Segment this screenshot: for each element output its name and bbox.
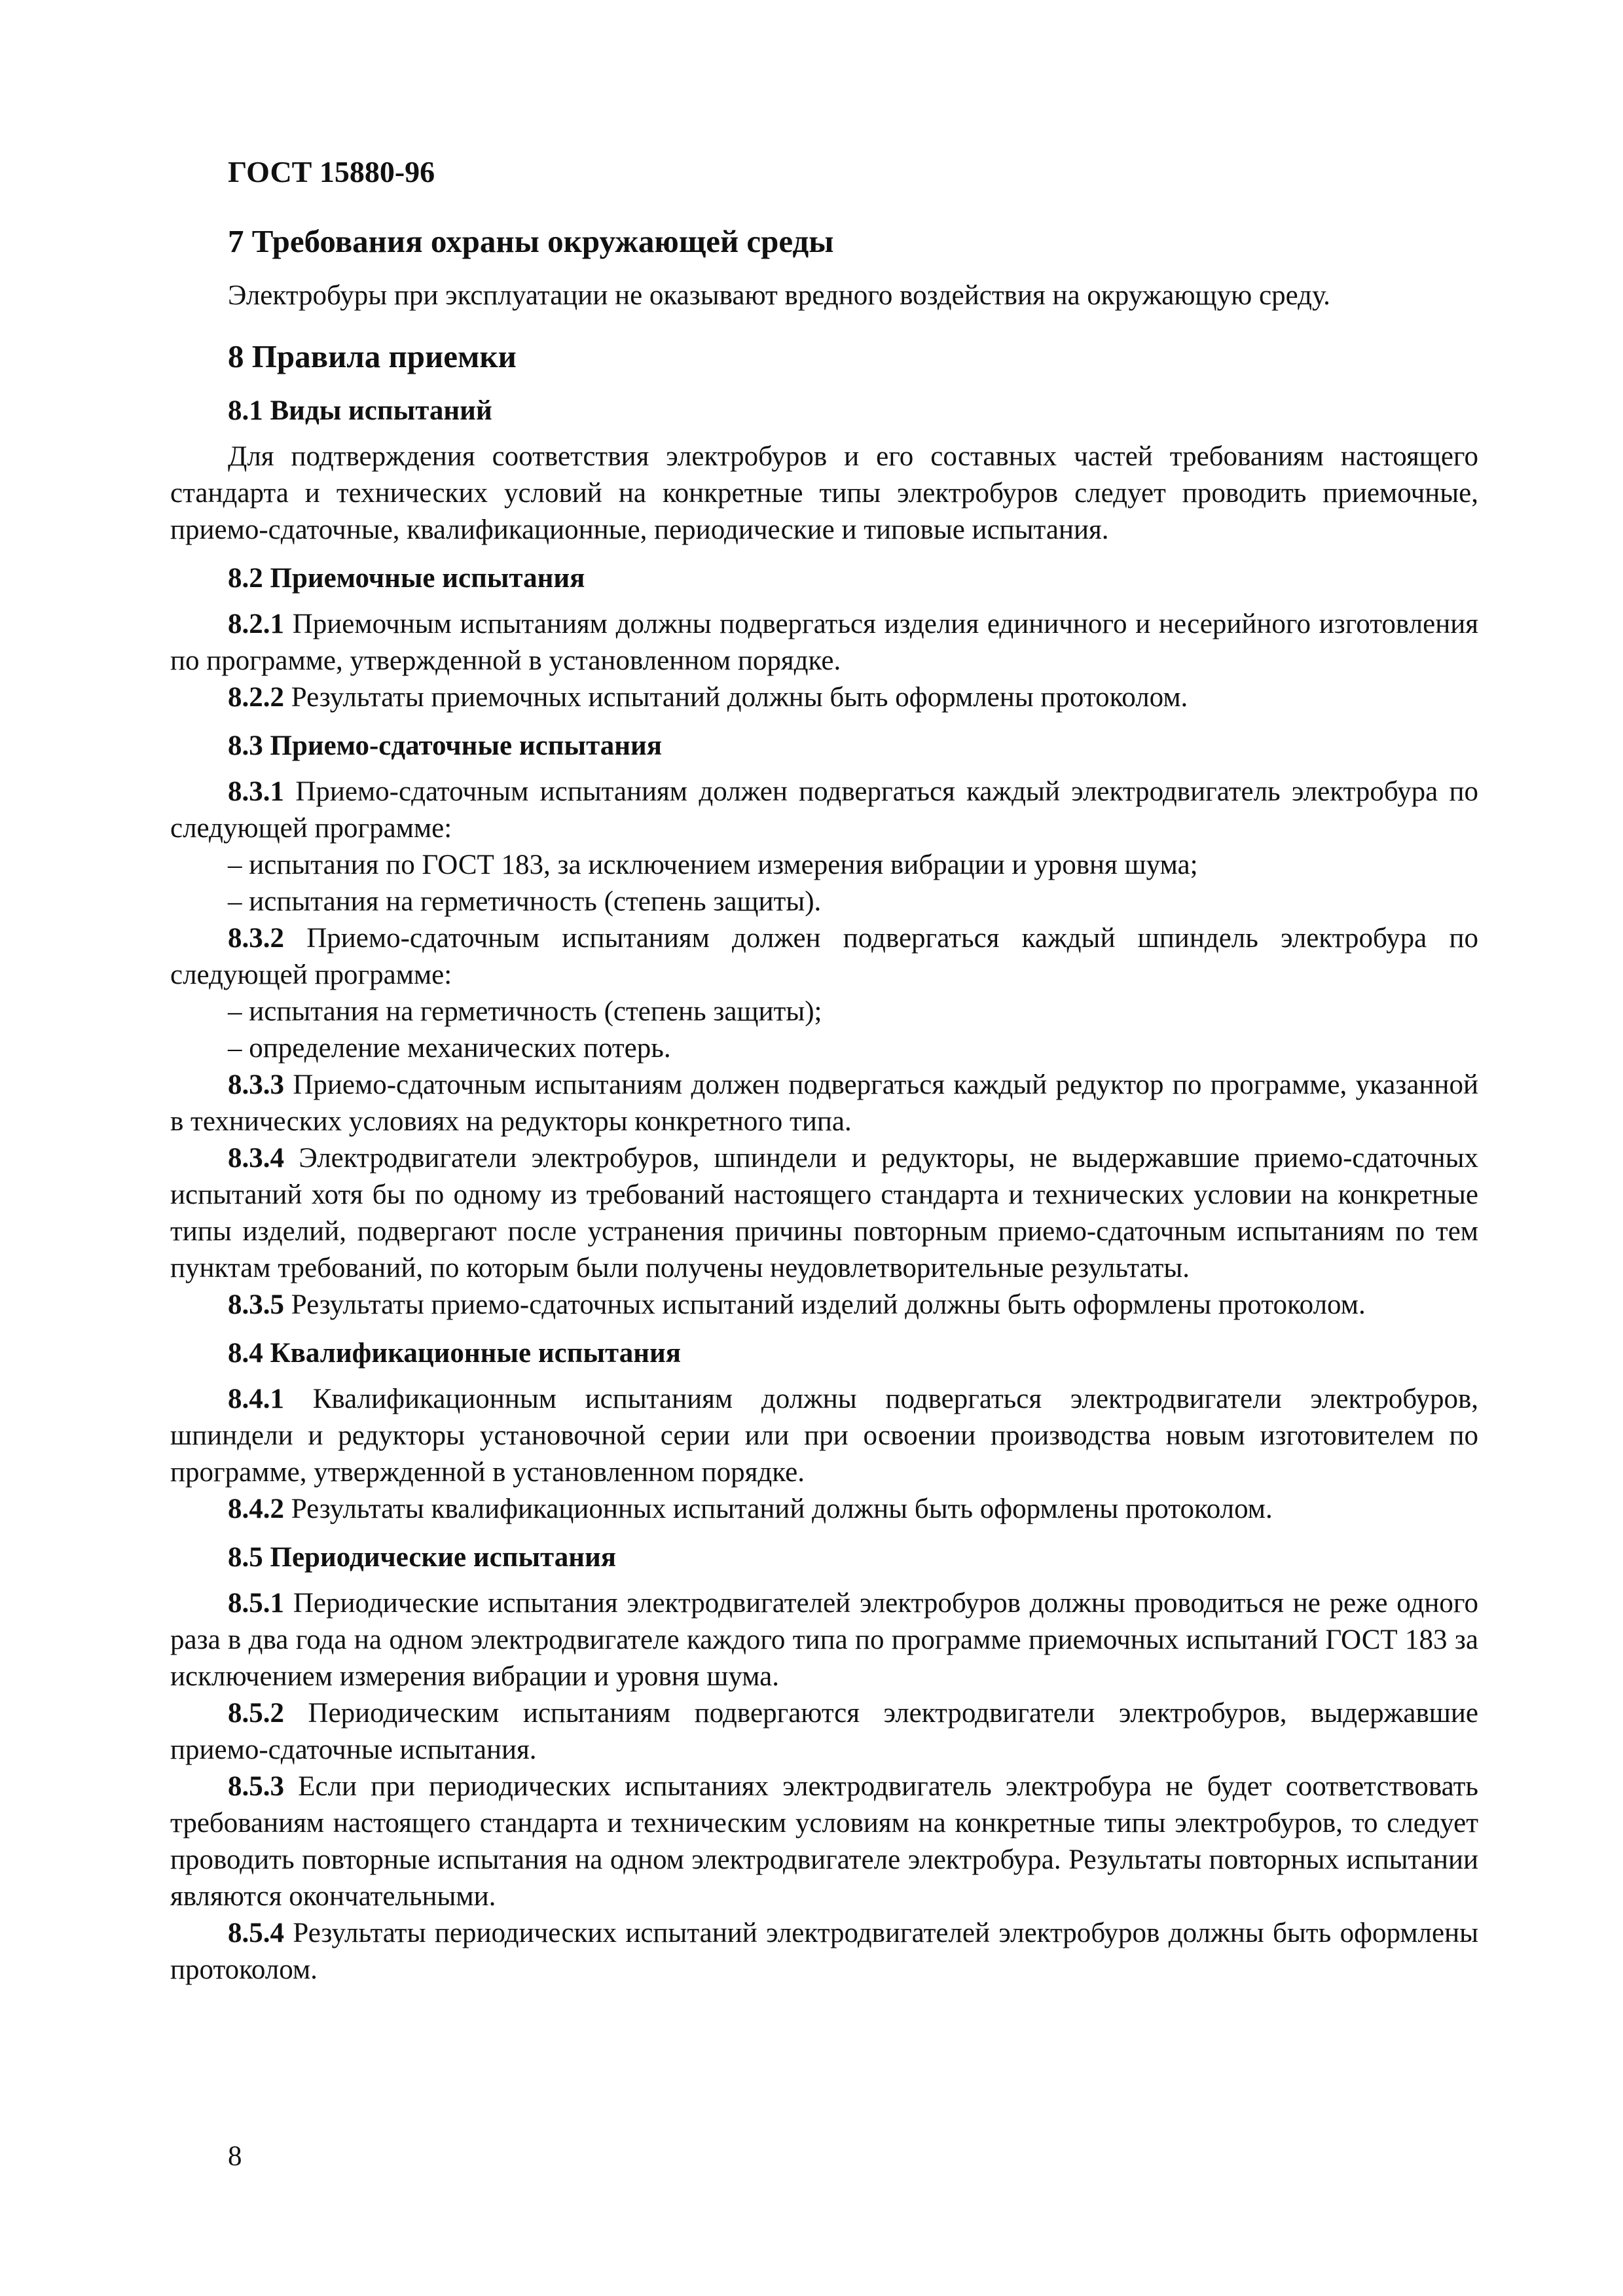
paragraph-8-2-2 — [170, 679, 1478, 716]
section-7-text: Электробуры при эксплуатации не оказывают вредного воздействия на окружающую среду. — [228, 280, 1330, 311]
paragraph-number: 8.5.4 — [228, 1918, 284, 1948]
paragraph-number: 8.3.2 — [228, 923, 284, 954]
paragraph-text: Приемо-сдаточным испытаниям должен подвергаться каждый шпиндель электробура по следующей программе: — [170, 923, 1478, 990]
paragraph-8-3-5 — [170, 1287, 1478, 1323]
paragraph-number: 8.5.3 — [228, 1771, 284, 1802]
paragraph-8-2-1 — [170, 606, 1478, 679]
paragraph-8-5-3 — [170, 1768, 1478, 1915]
paragraph-8-4-2 — [170, 1491, 1478, 1528]
document-body — [170, 221, 1478, 1988]
paragraph-text: Периодическим испытаниям подвергаются электродвигатели электробуров, выдержавшие приемо-сдаточные испытания. — [170, 1698, 1478, 1765]
paragraph-text: Приемо-сдаточным испытаниям должен подвергаться каждый электродвигатель электробура по следующей программе: — [170, 776, 1478, 844]
section-8-1-text: Для подтверждения соответствия электробуров и его составных частей требованиям настоящего стандарта и технических условий на конкретные типы электробуров следует проводить приемочные, приемо-сдаточные, квалификационные, периодические и типовые испытания. — [170, 441, 1478, 545]
paragraph-8-3-4 — [170, 1140, 1478, 1287]
section-8-1-title: 8.1 Виды испытаний — [228, 395, 492, 426]
paragraph-text: Если при периодических испытаниях электродвигатель электробура не будет соответствовать требованиям настоящего стандарта и техническим условиям на конкретные типы электробуров, то следует проводить повторные испытания на одном электродвигателе электробура. Результаты повторных испытании являются окончательными. — [170, 1771, 1478, 1912]
paragraph-number: 8.4.1 — [228, 1384, 284, 1414]
list-item: – испытания на герметичность (степень защиты). — [228, 886, 822, 917]
paragraph-number: 8.2.1 — [228, 609, 284, 639]
page-number: 8 — [228, 2141, 242, 2172]
paragraph-text: Результаты квалификационных испытаний должны быть оформлены протоколом. — [284, 1494, 1273, 1524]
paragraph-text: Результаты приемочных испытаний должны быть оформлены протоколом. — [284, 682, 1188, 713]
paragraph-text: Приемо-сдаточным испытаниям должен подвергаться каждый редуктор по программе, указанной в технических условиях на редукторы конкретного типа. — [170, 1069, 1478, 1137]
paragraph-8-4-1 — [170, 1381, 1478, 1491]
paragraph-8-3-3 — [170, 1067, 1478, 1140]
paragraph-text: Электродвигатели электробуров, шпиндели и редукторы, не выдержавшие приемо-сдаточных испытаний хотя бы по одному из требований настоящего стандарта и технических условии на конкретные типы изделий, подвергают после устранения причины повторным приемо-сдаточным испытаниям по тем пунктам требований, по которым были получены неудовлетворительные результаты. — [170, 1143, 1478, 1283]
paragraph-text: Результаты приемо-сдаточных испытаний изделий должны быть оформлены протоколом. — [284, 1289, 1366, 1320]
section-8-4-title: 8.4 Квалификационные испытания — [228, 1338, 682, 1369]
paragraph-8-3-2 — [170, 920, 1478, 994]
paragraph-number: 8.3.4 — [228, 1143, 284, 1174]
paragraph-8-5-2 — [170, 1695, 1478, 1768]
paragraph-number: 8.5.1 — [228, 1588, 284, 1619]
paragraph-number: 8.5.2 — [228, 1698, 284, 1729]
paragraph-text: Квалификационным испытаниям должны подвергаться электродвигатели электробуров, шпиндели и редукторы установочной серии или при освоении производства новым изготовителем по программе, утвержденной в установленном порядке. — [170, 1384, 1478, 1488]
paragraph-text: Приемочным испытаниям должны подвергаться изделия единичного и несерийного изготовления по программе, утвержденной в установленном порядке. — [170, 609, 1478, 676]
document-code: ГОСТ 15880-96 — [228, 155, 435, 188]
paragraph-8-5-1 — [170, 1585, 1478, 1695]
paragraph-number: 8.4.2 — [228, 1494, 284, 1524]
paragraph-number: 8.2.2 — [228, 682, 284, 713]
paragraph-number: 8.3.3 — [228, 1069, 284, 1100]
paragraph-text: Периодические испытания электродвигателей электробуров должны проводиться не реже одного раза в два года на одном электродвигателе каждого типа по программе приемочных испытаний ГОСТ 183 за исключением измерения вибрации и уровня шума. — [170, 1588, 1478, 1692]
list-item: – испытания по ГОСТ 183, за исключением измерения вибрации и уровня шума; — [228, 850, 1198, 880]
section-8-5-title: 8.5 Периодические испытания — [228, 1542, 617, 1573]
paragraph-text: Результаты периодических испытаний электродвигателей электробуров должны быть оформлены протоколом. — [170, 1918, 1478, 1985]
list-item: – испытания на герметичность (степень защиты); — [228, 996, 822, 1027]
paragraph-8-5-4 — [170, 1915, 1478, 1988]
paragraph-8-3-1 — [170, 774, 1478, 847]
paragraph-number: 8.3.5 — [228, 1289, 284, 1320]
list-item: – определение механических потерь. — [228, 1033, 671, 1064]
paragraph-number: 8.3.1 — [228, 776, 284, 807]
section-8-title: 8 Правила приемки — [228, 338, 517, 374]
section-8-2-title: 8.2 Приемочные испытания — [228, 563, 585, 594]
section-7-title: 7 Требования охраны окружающей среды — [228, 223, 834, 259]
section-8-3-title: 8.3 Приемо-сдаточные испытания — [228, 730, 663, 761]
